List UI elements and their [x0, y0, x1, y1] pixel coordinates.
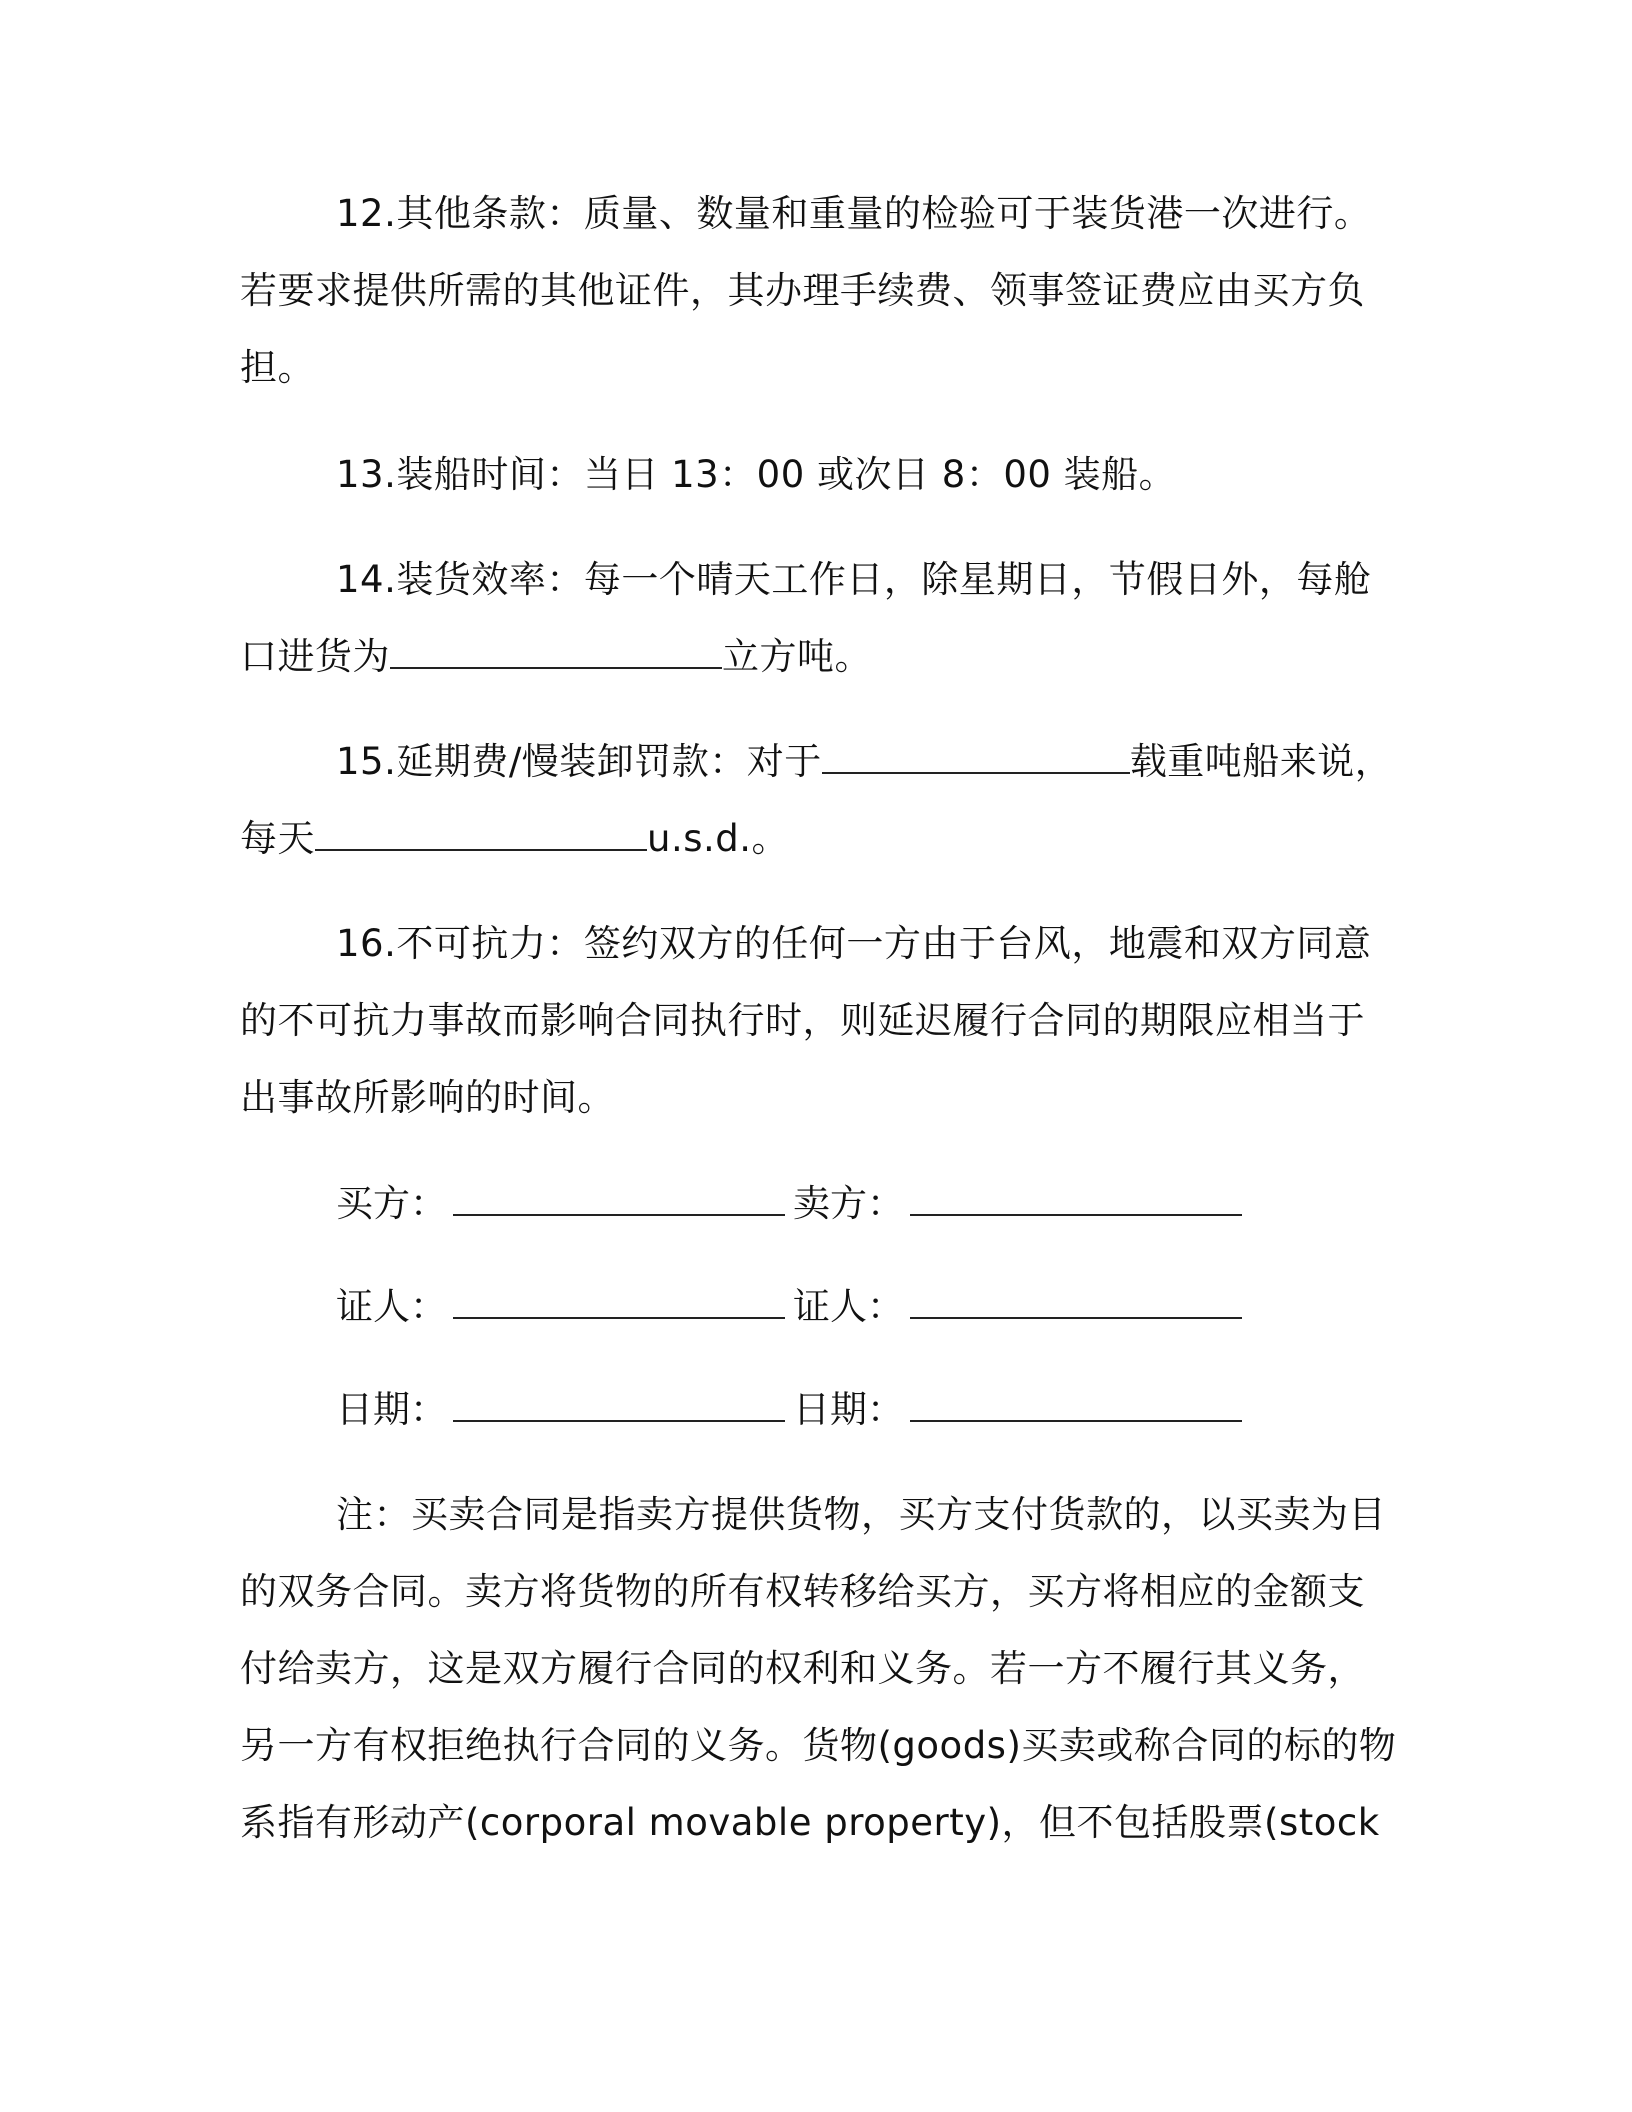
- clause-14-line-2: [240, 618, 872, 695]
- signature-row-witnesses: [336, 1268, 1242, 1345]
- clause-15-line-1: [336, 723, 1392, 800]
- buyer-label: 买方：: [336, 1182, 447, 1225]
- witness-1-blank: [453, 1287, 785, 1319]
- clause-13: 13.装船时间：当日 13：00 或次日 8：00 装船。: [336, 453, 1177, 496]
- blank-line: [315, 819, 647, 851]
- blank-line: [390, 637, 722, 669]
- clause-12-line-1: 12.其他条款：质量、数量和重量的检验可于装货港一次进行。: [336, 192, 1372, 235]
- clause-16-line-1: 16.不可抗力：签约双方的任何一方由于台风，地震和双方同意: [336, 922, 1372, 965]
- buyer-signature-blank: [453, 1184, 785, 1216]
- clause-16-line-2: 的不可抗力事故而影响合同执行时，则延迟履行合同的期限应相当于: [240, 999, 1365, 1042]
- witness-2-blank: [910, 1287, 1242, 1319]
- witness-label-1: 证人：: [336, 1285, 447, 1328]
- date-label-2: 日期：: [793, 1388, 904, 1431]
- signature-row-dates: [336, 1371, 1242, 1448]
- clause-15-line-2-prefix: 每天: [240, 817, 315, 860]
- clause-15-line-1-prefix: 15.延期费/慢装卸罚款：对于: [336, 740, 822, 783]
- clause-15-line-1-suffix: 载重吨船来说，: [1129, 740, 1393, 783]
- seller-signature-blank: [910, 1184, 1242, 1216]
- blank-line: [822, 742, 1130, 774]
- note-line-1: 注：买卖合同是指卖方提供货物，买方支付货款的，以买卖为目: [336, 1493, 1386, 1536]
- clause-14-line-2-suffix: 立方吨。: [722, 635, 872, 678]
- date-label-1: 日期：: [336, 1388, 447, 1431]
- clause-14-line-2-prefix: 口进货为: [240, 635, 390, 678]
- clause-16-line-3: 出事故所影响的时间。: [240, 1076, 615, 1119]
- clause-12-line-2: 若要求提供所需的其他证件，其办理手续费、领事签证费应由买方负: [240, 269, 1365, 312]
- witness-label-2: 证人：: [793, 1285, 904, 1328]
- clause-14-line-1: 14.装货效率：每一个晴天工作日，除星期日，节假日外，每舱: [336, 558, 1372, 601]
- date-1-blank: [453, 1390, 785, 1422]
- clause-15-line-2-suffix: u.s.d.。: [647, 817, 789, 860]
- note-line-5: 系指有形动产(corporal movable property)，但不包括股票(stock: [240, 1801, 1380, 1844]
- date-2-blank: [910, 1390, 1242, 1422]
- signature-row-parties: [336, 1165, 1242, 1242]
- note-line-4: 另一方有权拒绝执行合同的义务。货物(goods)买卖或称合同的标的物: [240, 1724, 1397, 1767]
- note-line-3: 付给卖方，这是双方履行合同的权利和义务。若一方不履行其义务，: [240, 1647, 1365, 1690]
- clause-12-line-3: 担。: [240, 346, 315, 389]
- seller-label: 卖方：: [793, 1182, 904, 1225]
- clause-15-line-2: [240, 800, 789, 877]
- note-line-2: 的双务合同。卖方将货物的所有权转移给买方，买方将相应的金额支: [240, 1570, 1365, 1613]
